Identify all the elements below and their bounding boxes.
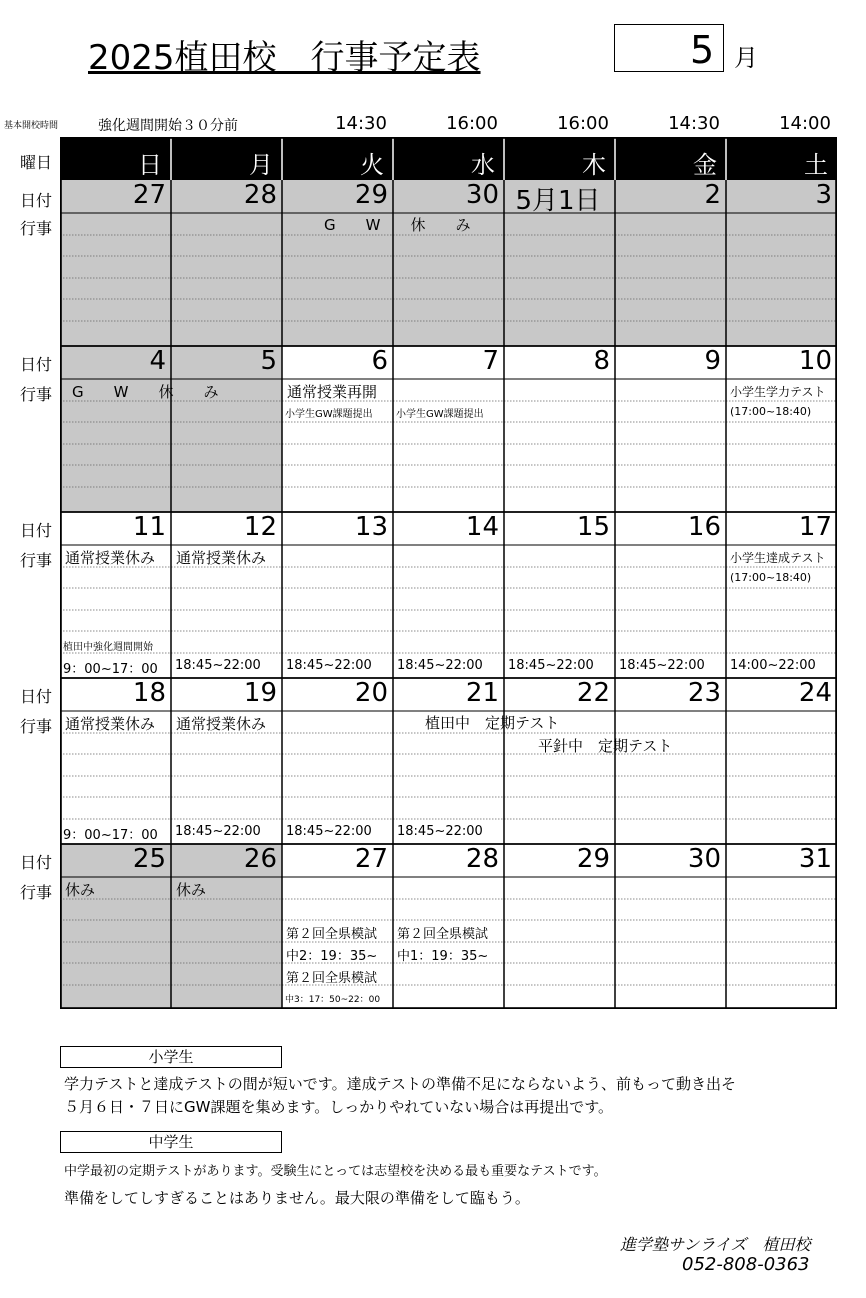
event-label: 行事 bbox=[20, 551, 53, 570]
date-cell: 16 bbox=[687, 512, 721, 542]
date-cell: 5 bbox=[260, 346, 277, 376]
weekday-mon: 月 bbox=[249, 151, 273, 179]
event-label: 行事 bbox=[20, 385, 53, 404]
school-name: 進学塾サンライズ 植田校 bbox=[620, 1235, 811, 1254]
phone-number: 052-808-0363 bbox=[682, 1254, 810, 1275]
event-text: G W 休 み bbox=[72, 383, 219, 401]
event-text: (17:00~18:40) bbox=[730, 571, 812, 584]
weekday-sat: 土 bbox=[804, 151, 828, 179]
date-cell: 14 bbox=[465, 512, 499, 542]
event-text: 小学生GW課題提出 bbox=[285, 409, 373, 420]
time-wed: 16:00 bbox=[446, 113, 498, 134]
elementary-label: 小学生 bbox=[60, 1046, 282, 1068]
date-label: 日付 bbox=[20, 355, 53, 374]
date-cell: 4 bbox=[149, 346, 166, 376]
time-sat: 14:00 bbox=[779, 113, 831, 134]
event-label: 行事 bbox=[20, 219, 53, 238]
event-text: 中1：19：35~ bbox=[397, 949, 489, 964]
event-text: 通常授業休み bbox=[176, 715, 267, 733]
date-cell: 21 bbox=[465, 678, 499, 708]
junior-note-2: 準備をしてしすぎることはありません。最大限の準備をして臨もう。 bbox=[64, 1189, 530, 1207]
event-text: 通常授業再開 bbox=[287, 383, 378, 401]
event-label: 行事 bbox=[20, 717, 53, 736]
date-cell: 7 bbox=[482, 346, 499, 376]
weekday-fri: 金 bbox=[693, 151, 717, 179]
date-cell: 27 bbox=[132, 180, 166, 210]
date-cell: 6 bbox=[371, 346, 388, 376]
date-cell: 17 bbox=[798, 512, 832, 542]
event-text: 植田中 定期テスト bbox=[425, 714, 560, 732]
date-cell: 11 bbox=[132, 512, 166, 542]
date-cell: 5月1日 bbox=[515, 186, 601, 216]
date-cell: 24 bbox=[798, 678, 832, 708]
date-cell: 18 bbox=[132, 678, 166, 708]
date-label: 日付 bbox=[20, 853, 53, 872]
event-text: 中3：17：50~22：00 bbox=[285, 995, 381, 1005]
date-cell: 28 bbox=[243, 180, 277, 210]
junior-note-1: 中学最初の定期テストがあります。受験生にとっては志望校を決める最も重要なテストです。 bbox=[64, 1164, 607, 1179]
event-text: (17:00~18:40) bbox=[730, 405, 812, 418]
time-range: 9：00~17：00 bbox=[63, 662, 158, 677]
weekday-label: 曜日 bbox=[20, 153, 53, 172]
time-range: 18:45~22:00 bbox=[175, 658, 261, 673]
event-text: 通常授業休み bbox=[176, 549, 267, 567]
date-cell: 31 bbox=[798, 844, 832, 874]
date-cell: 8 bbox=[593, 346, 610, 376]
month-number: 5 bbox=[690, 28, 715, 72]
date-cell: 22 bbox=[576, 678, 610, 708]
time-fri: 14:30 bbox=[668, 113, 720, 134]
weekday-thu: 木 bbox=[582, 151, 606, 179]
time-range: 18:45~22:00 bbox=[286, 824, 372, 839]
date-cell: 19 bbox=[243, 678, 277, 708]
date-label: 日付 bbox=[20, 521, 53, 540]
time-thu: 16:00 bbox=[557, 113, 609, 134]
date-cell: 28 bbox=[465, 844, 499, 874]
time-range: 18:45~22:00 bbox=[508, 658, 594, 673]
event-text: 小学生GW課題提出 bbox=[396, 409, 484, 420]
date-cell: 9 bbox=[704, 346, 721, 376]
event-text: 通常授業休み bbox=[65, 715, 156, 733]
event-label: 行事 bbox=[20, 883, 53, 902]
event-text: 第２回全県模試 bbox=[286, 927, 378, 942]
date-cell: 3 bbox=[815, 180, 832, 210]
time-range: 18:45~22:00 bbox=[619, 658, 705, 673]
event-text: 第２回全県模試 bbox=[286, 971, 378, 986]
date-cell: 23 bbox=[687, 678, 721, 708]
elementary-note-2: ５月６日・７日にGW課題を集めます。しっかりやれていない場合は再提出です。 bbox=[64, 1098, 614, 1116]
time-range: 18:45~22:00 bbox=[397, 824, 483, 839]
time-range: 14:00~22:00 bbox=[730, 658, 816, 673]
event-text: 小学生学力テスト bbox=[730, 385, 826, 399]
date-cell: 30 bbox=[687, 844, 721, 874]
date-label: 日付 bbox=[20, 687, 53, 706]
event-text: G W 休 み bbox=[324, 216, 471, 234]
intensive-note: 強化週間開始３０分前 bbox=[98, 118, 238, 134]
time-range: 9：00~17：00 bbox=[63, 828, 158, 843]
event-text: 第２回全県模試 bbox=[397, 927, 489, 942]
event-text: 平針中 定期テスト bbox=[538, 737, 673, 755]
date-cell: 10 bbox=[798, 346, 832, 376]
date-cell: 12 bbox=[243, 512, 277, 542]
event-text: 中2：19：35~ bbox=[286, 949, 378, 964]
time-range: 18:45~22:00 bbox=[175, 824, 261, 839]
elementary-note-1: 学力テストと達成テストの間が短いです。達成テストの準備不足にならないよう、前もって動き出そ bbox=[64, 1075, 737, 1093]
event-text: 休み bbox=[176, 881, 207, 899]
date-cell: 27 bbox=[354, 844, 388, 874]
page-title: 2025植田校 行事予定表 bbox=[88, 38, 481, 78]
event-text: 休み bbox=[65, 881, 96, 899]
event-text: 通常授業休み bbox=[65, 549, 156, 567]
date-label: 日付 bbox=[20, 191, 53, 210]
date-cell: 15 bbox=[576, 512, 610, 542]
date-cell: 2 bbox=[704, 180, 721, 210]
time-range: 18:45~22:00 bbox=[397, 658, 483, 673]
date-cell: 20 bbox=[354, 678, 388, 708]
weekday-tue: 火 bbox=[360, 151, 384, 179]
date-cell: 25 bbox=[132, 844, 166, 874]
weekday-wed: 水 bbox=[471, 151, 495, 179]
date-cell: 13 bbox=[354, 512, 388, 542]
date-cell: 29 bbox=[354, 180, 388, 210]
weekday-sun: 日 bbox=[138, 151, 162, 179]
junior-label: 中学生 bbox=[60, 1131, 282, 1153]
date-cell: 29 bbox=[576, 844, 610, 874]
event-text: 小学生達成テスト bbox=[730, 551, 826, 565]
basic-time-label: 基本開校時間 bbox=[4, 121, 59, 131]
time-range: 18:45~22:00 bbox=[286, 658, 372, 673]
event-text: 植田中強化週間開始 bbox=[63, 642, 153, 653]
time-tue: 14:30 bbox=[335, 113, 387, 134]
date-cell: 26 bbox=[243, 844, 277, 874]
month-suffix: 月 bbox=[734, 44, 758, 72]
date-cell: 30 bbox=[465, 180, 499, 210]
